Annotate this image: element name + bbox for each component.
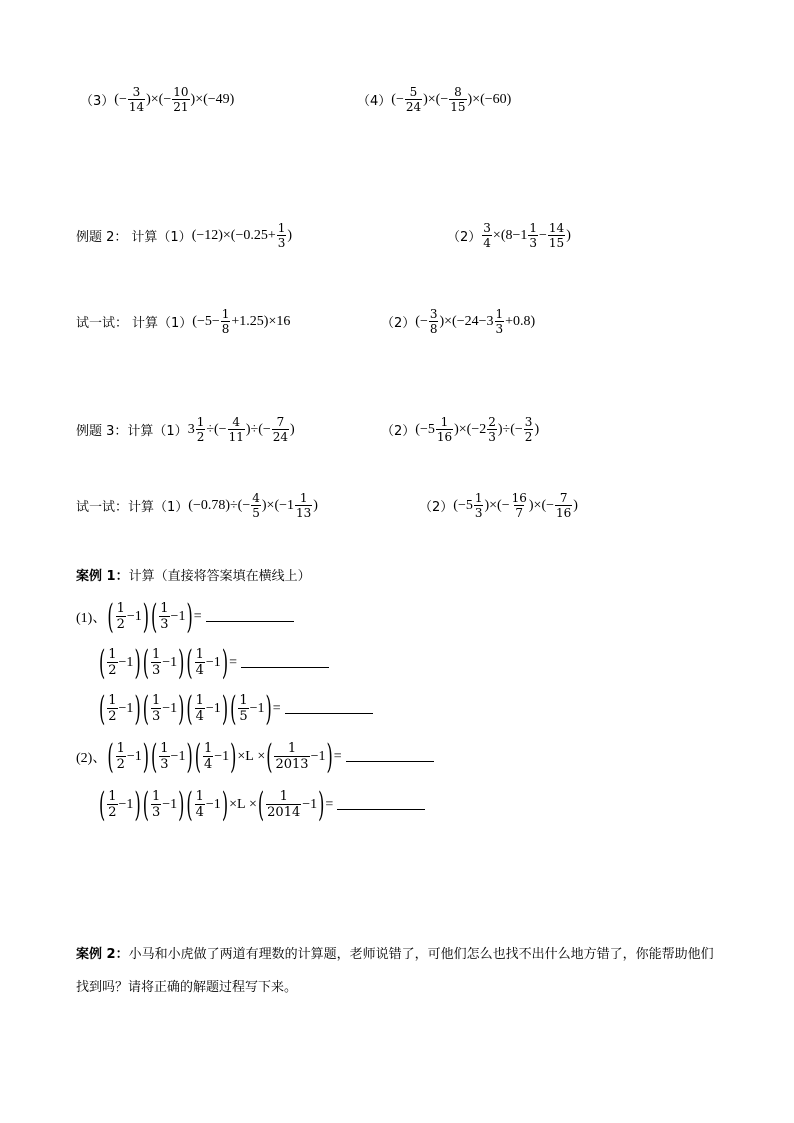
- problem-4: （4） (− $\frac{5}{24}$ )×(− $\frac{8}{15}$ )×(−60): [357, 85, 512, 114]
- fraction: $\frac{7}{24}$: [272, 415, 289, 444]
- fraction: $\frac{1}{3}$: [277, 221, 286, 250]
- case-1-part-2-label: (2)、: [76, 750, 107, 766]
- fraction: 1 3: [160, 741, 169, 772]
- case-1-text: 计算（直接将答案填在横线上）: [128, 569, 311, 584]
- example-2-calc: 计算（1）: [131, 230, 192, 245]
- fraction: $\frac{3}{14}$: [128, 85, 145, 114]
- example-2-part-2-label: （2）: [447, 230, 482, 245]
- fraction: 1 4: [195, 789, 204, 820]
- try-it-1-label: 试一试：: [76, 316, 129, 331]
- case-2-paragraph: [76, 938, 726, 1004]
- fraction: 1 3: [151, 693, 161, 724]
- fraction: $\frac{4}{11}$: [228, 415, 244, 444]
- fraction: $\frac{7}{16}$: [556, 491, 572, 520]
- fraction: $\frac{3}{8}$: [429, 307, 438, 336]
- fraction: 1 2: [108, 647, 117, 678]
- example-3-part-2: （2） (−5 1 16 )×(−2 2 3 )÷(− $\frac{3}{2}$ ): [381, 415, 540, 444]
- example-2-part-2: （2） $\frac{3}{4}$ ×(8−1 1 3 − $\frac{14}{15}$ ): [447, 221, 571, 250]
- case-1-part-1-label: (1)、: [76, 610, 107, 626]
- fraction: 1 4: [195, 693, 204, 724]
- case-1-row-4: (2)、 ( 1 2 −1 ) ( 1 3 −1 ) ( 1 4 −1 ) ×L × ( 1 2013 −1 ) =: [76, 742, 434, 771]
- fraction: 1 2: [108, 693, 117, 724]
- fraction: $\frac{1}{8}$: [221, 307, 230, 336]
- fraction: 1 3: [151, 647, 161, 678]
- fraction: 1 2013: [275, 741, 309, 772]
- fraction: 1 2: [116, 741, 125, 772]
- case-1-row-1: (1)、 ( 1 2 −1 ) ( 1 3 −1 ) =: [76, 602, 294, 631]
- fraction: $\frac{10}{21}$: [173, 85, 189, 114]
- answer-blank[interactable]: [337, 799, 425, 810]
- answer-blank[interactable]: [206, 611, 294, 622]
- fraction: $\frac{3}{2}$: [524, 415, 533, 444]
- problem-3-label: （3）: [80, 94, 115, 109]
- example-2: 例题 2： 计算（1） (−12)×(−0.25+ $\frac{1}{3}$ ): [76, 221, 293, 250]
- fraction: 1 2014: [267, 789, 301, 820]
- try-it-2-part-2: （2） (−5 1 3 )×(− $\frac{16}{7}$ )×(− $\frac{7}{16}$ ): [419, 491, 578, 520]
- fraction: 1 3: [160, 601, 169, 632]
- answer-blank[interactable]: [241, 657, 329, 668]
- fraction: $\frac{8}{15}$: [450, 85, 466, 114]
- try-it-2-part-2-label: （2）: [419, 500, 454, 515]
- try-it-2-label: 试一试：计算（1）: [76, 500, 189, 515]
- fraction: 1 5: [239, 693, 248, 724]
- case-1-row-5: ( 1 2 −1 ) ( 1 3 −1 ) ( 1 4 −1 ) ×L × ( 1 2014 −1 ) =: [98, 790, 425, 819]
- example-3: 例题 3：计算（1） 3 $\frac{1}{2}$ ÷(− $\frac{4}{11}$ )÷(− $\frac{7}{24}$ ): [76, 415, 295, 444]
- try-it-2: 试一试：计算（1） (−0.78)÷(− $\frac{4}{5}$ )×(−1 1 13 ): [76, 491, 318, 520]
- fraction: 1 2: [116, 601, 125, 632]
- try-it-1-part-2: （2） (− $\frac{3}{8}$ )×(−24−3 1 3 +0.8): [381, 307, 536, 336]
- case-1-row-3: ( 1 2 −1 ) ( 1 3 −1 ) ( 1 4 −1 ) ( 1 5 −1 ) =: [98, 694, 373, 723]
- fraction: $\frac{1}{2}$: [196, 415, 205, 444]
- fraction: 1 2: [108, 789, 117, 820]
- try-it-1: 试一试： 计算（1） (−5− $\frac{1}{8}$ +1.25)×16: [76, 307, 291, 336]
- case-2-title: 案例 2：: [76, 947, 129, 962]
- case-1-title: 案例 1：: [76, 569, 129, 584]
- example-3-label: 例题 3：计算（1）: [76, 424, 188, 439]
- fraction: 1 13: [296, 491, 312, 520]
- problem-3: （3） (− $\frac{3}{14}$ )×(− $\frac{10}{21}$ )×(−49): [80, 85, 235, 114]
- fraction: 1 3: [495, 307, 504, 336]
- fraction: $\frac{5}{24}$: [405, 85, 422, 114]
- problem-4-label: （4）: [357, 94, 392, 109]
- case-2-text: 小马和小虎做了两道有理数的计算题，老师说错了，可他们怎么也找不出什么地方错了，你能帮助他们找到吗？请将正确的解题过程写下来。: [76, 947, 714, 995]
- fraction: 1 3: [529, 221, 538, 250]
- example-3-part-2-label: （2）: [381, 424, 416, 439]
- answer-blank[interactable]: [346, 751, 434, 762]
- fraction: $\frac{14}{15}$: [548, 221, 565, 250]
- fraction: $\frac{3}{4}$: [483, 221, 491, 250]
- fraction: 1 4: [195, 647, 204, 678]
- case-1-row-2: ( 1 2 −1 ) ( 1 3 −1 ) ( 1 4 −1 ) =: [98, 648, 329, 677]
- answer-blank[interactable]: [285, 703, 373, 714]
- try-it-1-calc: 计算（1）: [132, 316, 193, 331]
- fraction: 1 4: [203, 741, 213, 772]
- fraction: 1 16: [436, 415, 453, 444]
- fraction: 2 3: [488, 415, 496, 444]
- fraction: $\frac{16}{7}$: [511, 491, 527, 520]
- fraction: 1 3: [474, 491, 483, 520]
- fraction: $\frac{4}{5}$: [252, 491, 260, 520]
- try-it-1-part-2-label: （2）: [381, 316, 416, 331]
- example-2-label: 例题 2：: [76, 230, 128, 245]
- fraction: 1 3: [151, 789, 161, 820]
- case-1-heading: [76, 565, 311, 584]
